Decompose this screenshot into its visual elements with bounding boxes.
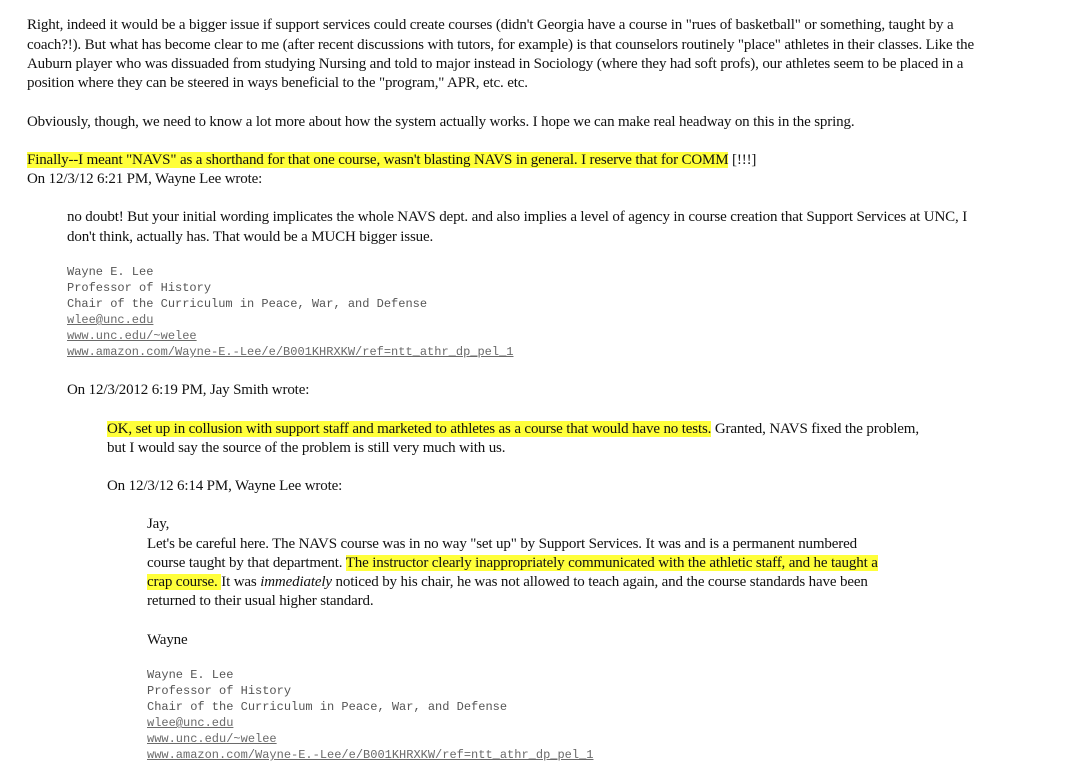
signature-chair: Chair of the Curriculum in Peace, War, and Defense: [147, 700, 508, 714]
body-text: [!!!]: [728, 152, 757, 168]
signature-title: Professor of History: [67, 281, 212, 295]
highlighted-text: crap course.: [147, 574, 222, 590]
quote-line: returned to their usual higher standard.: [147, 593, 374, 609]
body-line: position where they can be steered in ways beneficial to the "program," APR, etc. etc.: [27, 75, 528, 91]
highlighted-text: The instructor clearly inappropriately communicated with the athletic staff, and he taught a: [345, 555, 878, 571]
signature-email-link[interactable]: wlee@unc.edu: [67, 313, 154, 327]
quote-line: don't think, actually has. That would be a MUCH bigger issue.: [67, 229, 434, 245]
quote-line: Let's be careful here. The NAVS course was in no way "set up" by Support Services. It was and is a permanent numbered: [147, 536, 857, 552]
quote-line: [107, 419, 919, 439]
body-line: Right, indeed it would be a bigger issue if support services could create courses (didn't Georgia have a course in "rues of basketball" or something, taught by a: [27, 17, 954, 33]
body-text: noticed by his chair, he was not allowed to teach again, and the course standards have been: [331, 574, 868, 590]
quote-line: but I would say the source of the problem is still very much with us.: [107, 440, 506, 456]
signature-title: Professor of History: [147, 684, 292, 698]
quote-header: On 12/3/12 6:21 PM, Wayne Lee wrote:: [27, 171, 263, 187]
signature-chair: Chair of the Curriculum in Peace, War, and Defense: [67, 297, 428, 311]
signature-amazon-link[interactable]: www.amazon.com/Wayne-E.-Lee/e/B001KHRXKW/ref=ntt_athr_dp_pel_1: [67, 345, 514, 359]
body-line: [27, 150, 756, 170]
body-text: Granted, NAVS fixed the problem,: [711, 421, 919, 437]
signature-amazon-link[interactable]: www.amazon.com/Wayne-E.-Lee/e/B001KHRXKW/ref=ntt_athr_dp_pel_1: [147, 748, 594, 762]
emphasized-text: immediately: [260, 574, 332, 590]
quote-greeting: Jay,: [147, 516, 170, 532]
signature-name: Wayne E. Lee: [67, 265, 154, 279]
signature-name: Wayne E. Lee: [147, 668, 234, 682]
body-text: It was: [221, 574, 261, 590]
quote-header: On 12/3/2012 6:19 PM, Jay Smith wrote:: [67, 382, 310, 398]
body-line: Obviously, though, we need to know a lot more about how the system actually works. I hope we can make real headway on this in the spring.: [27, 114, 855, 130]
body-line: coach?!). But what has become clear to me (after recent discussions with tutors, for example) is that counselors routinely "place" athletes in their classes. Like the: [27, 37, 975, 53]
quote-line: [147, 553, 878, 573]
highlighted-text: Finally--I meant "NAVS" as a shorthand for that one course, wasn't blasting NAVS in general. I reserve that for COMM: [27, 152, 729, 168]
signature-web-link[interactable]: www.unc.edu/~welee: [67, 329, 197, 343]
quote-line: no doubt! But your initial wording implicates the whole NAVS dept. and also implies a level of agency in course creation that Support Services at UNC, I: [67, 209, 968, 225]
quote-header: On 12/3/12 6:14 PM, Wayne Lee wrote:: [107, 478, 343, 494]
body-text: course taught by that department.: [147, 555, 346, 571]
quote-signoff: Wayne: [147, 632, 188, 648]
highlighted-text: OK, set up in collusion with support staff and marketed to athletes as a course that would have no tests.: [107, 421, 712, 437]
signature-email-link[interactable]: wlee@unc.edu: [147, 716, 234, 730]
body-line: Auburn player who was dissuaded from studying Nursing and told to major instead in Sociology (where they had soft profs), our athletes seem to be placed in a: [27, 56, 964, 72]
quote-line: [147, 572, 868, 592]
signature-web-link[interactable]: www.unc.edu/~welee: [147, 732, 277, 746]
